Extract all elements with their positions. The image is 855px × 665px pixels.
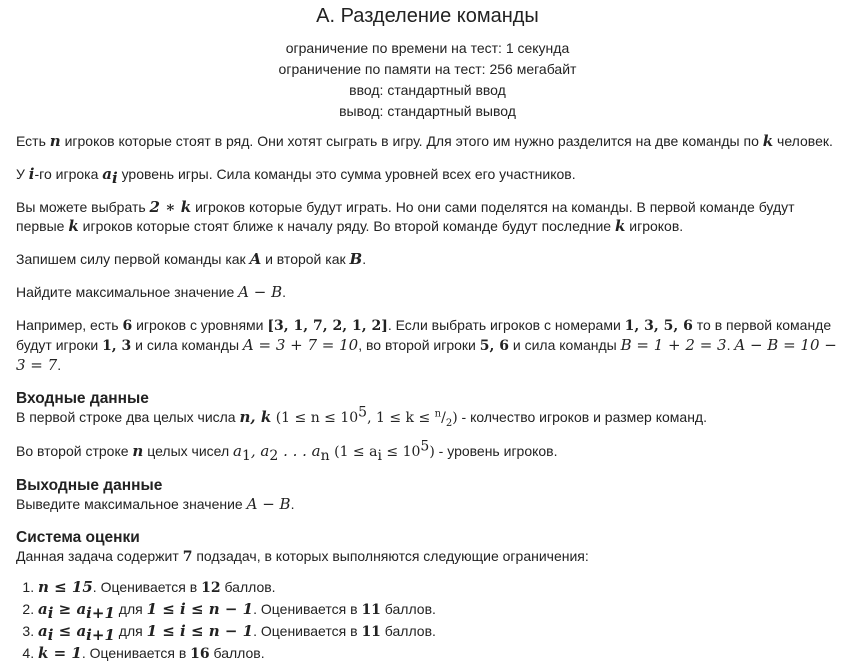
statement-paragraph: У i-го игрока $a_i$ уровень игры. Сила команды это сумма уровней всех его участников.	[16, 165, 576, 187]
scoring-intro: Данная задача содержит 7 подзадач, в которых выполняются следующие ограничения:	[16, 548, 589, 565]
subtask-item: 4. k = 1. Оценивается в 16 баллов.	[38, 643, 846, 665]
statement-paragraph: Найдите максимальное значение A − B.	[16, 283, 287, 301]
time-limit: ограничение по времени на тест: 1 секунда	[285, 40, 570, 56]
input-line-1: В первой строке два целых числа n, k ($1 \le n \le 10^5$, $1 \le k \le ^n/_2$) - колчество игроков и размер команд.	[16, 404, 707, 429]
statement-example: Например, есть 6 игроков с уровнями [3, 1, 7, 2, 1, 2]. Если выбрать игроков с номерами 1, 3, 5, 6 то в первой команде будут игроки 1, 3 и сила команды A = 3 + 7 = 10, во второй игроки 5, 6 и сила команды B = 1 + 2 = 3. A − B = 10 − 3 = 7.	[16, 317, 837, 374]
subtask-item: 2. $a_i \ge a_{i+1}$ для 1 ≤ i ≤ n − 1. Оценивается в 11 баллов.	[38, 599, 846, 621]
input-line-2: Во второй строке n целых чисел $a_1$, $a_2$ . . . $a_n$ $(1 \le a_i \le 10^5)$ - уровень игроков.	[16, 438, 558, 464]
subtask-list	[16, 577, 846, 665]
input-spec: ввод: стандартный ввод	[349, 82, 506, 98]
statement-paragraph: Вы можете выбрать 2 ∗ k игроков которые будут играть. Но они сами поделятся на команды. В первой команде будут первые k игроков которые стоят ближе к началу ряду. Во второй команде будут последние k игроков.	[16, 198, 795, 235]
output-spec: вывод: стандартный вывод	[339, 103, 516, 119]
problem-statement	[16, 132, 846, 665]
output-line: Выведите максимальное значение A − B.	[16, 495, 295, 513]
problem-limits	[0, 38, 855, 122]
subtask-item: 3. $a_i \le a_{i+1}$ для 1 ≤ i ≤ n − 1. Оценивается в 11 баллов.	[38, 621, 846, 643]
scoring-heading: Система оценки	[16, 529, 140, 546]
memory-limit: ограничение по памяти на тест: 256 мегабайт	[278, 61, 577, 77]
statement-paragraph: Запишем силу первой команды как A и второй как B.	[16, 250, 367, 268]
problem-title: A. Разделение команды	[316, 5, 539, 27]
input-heading: Входные данные	[16, 390, 149, 407]
output-heading: Выходные данные	[16, 477, 163, 494]
statement-paragraph: Есть n игроков которые стоят в ряд. Они хотят сыграть в игру. Для этого им нужно разделится на две команды по k человек.	[16, 132, 833, 150]
problem-header	[0, 0, 855, 122]
subtask-item: 1. n ≤ 15. Оценивается в 12 баллов.	[38, 577, 846, 599]
